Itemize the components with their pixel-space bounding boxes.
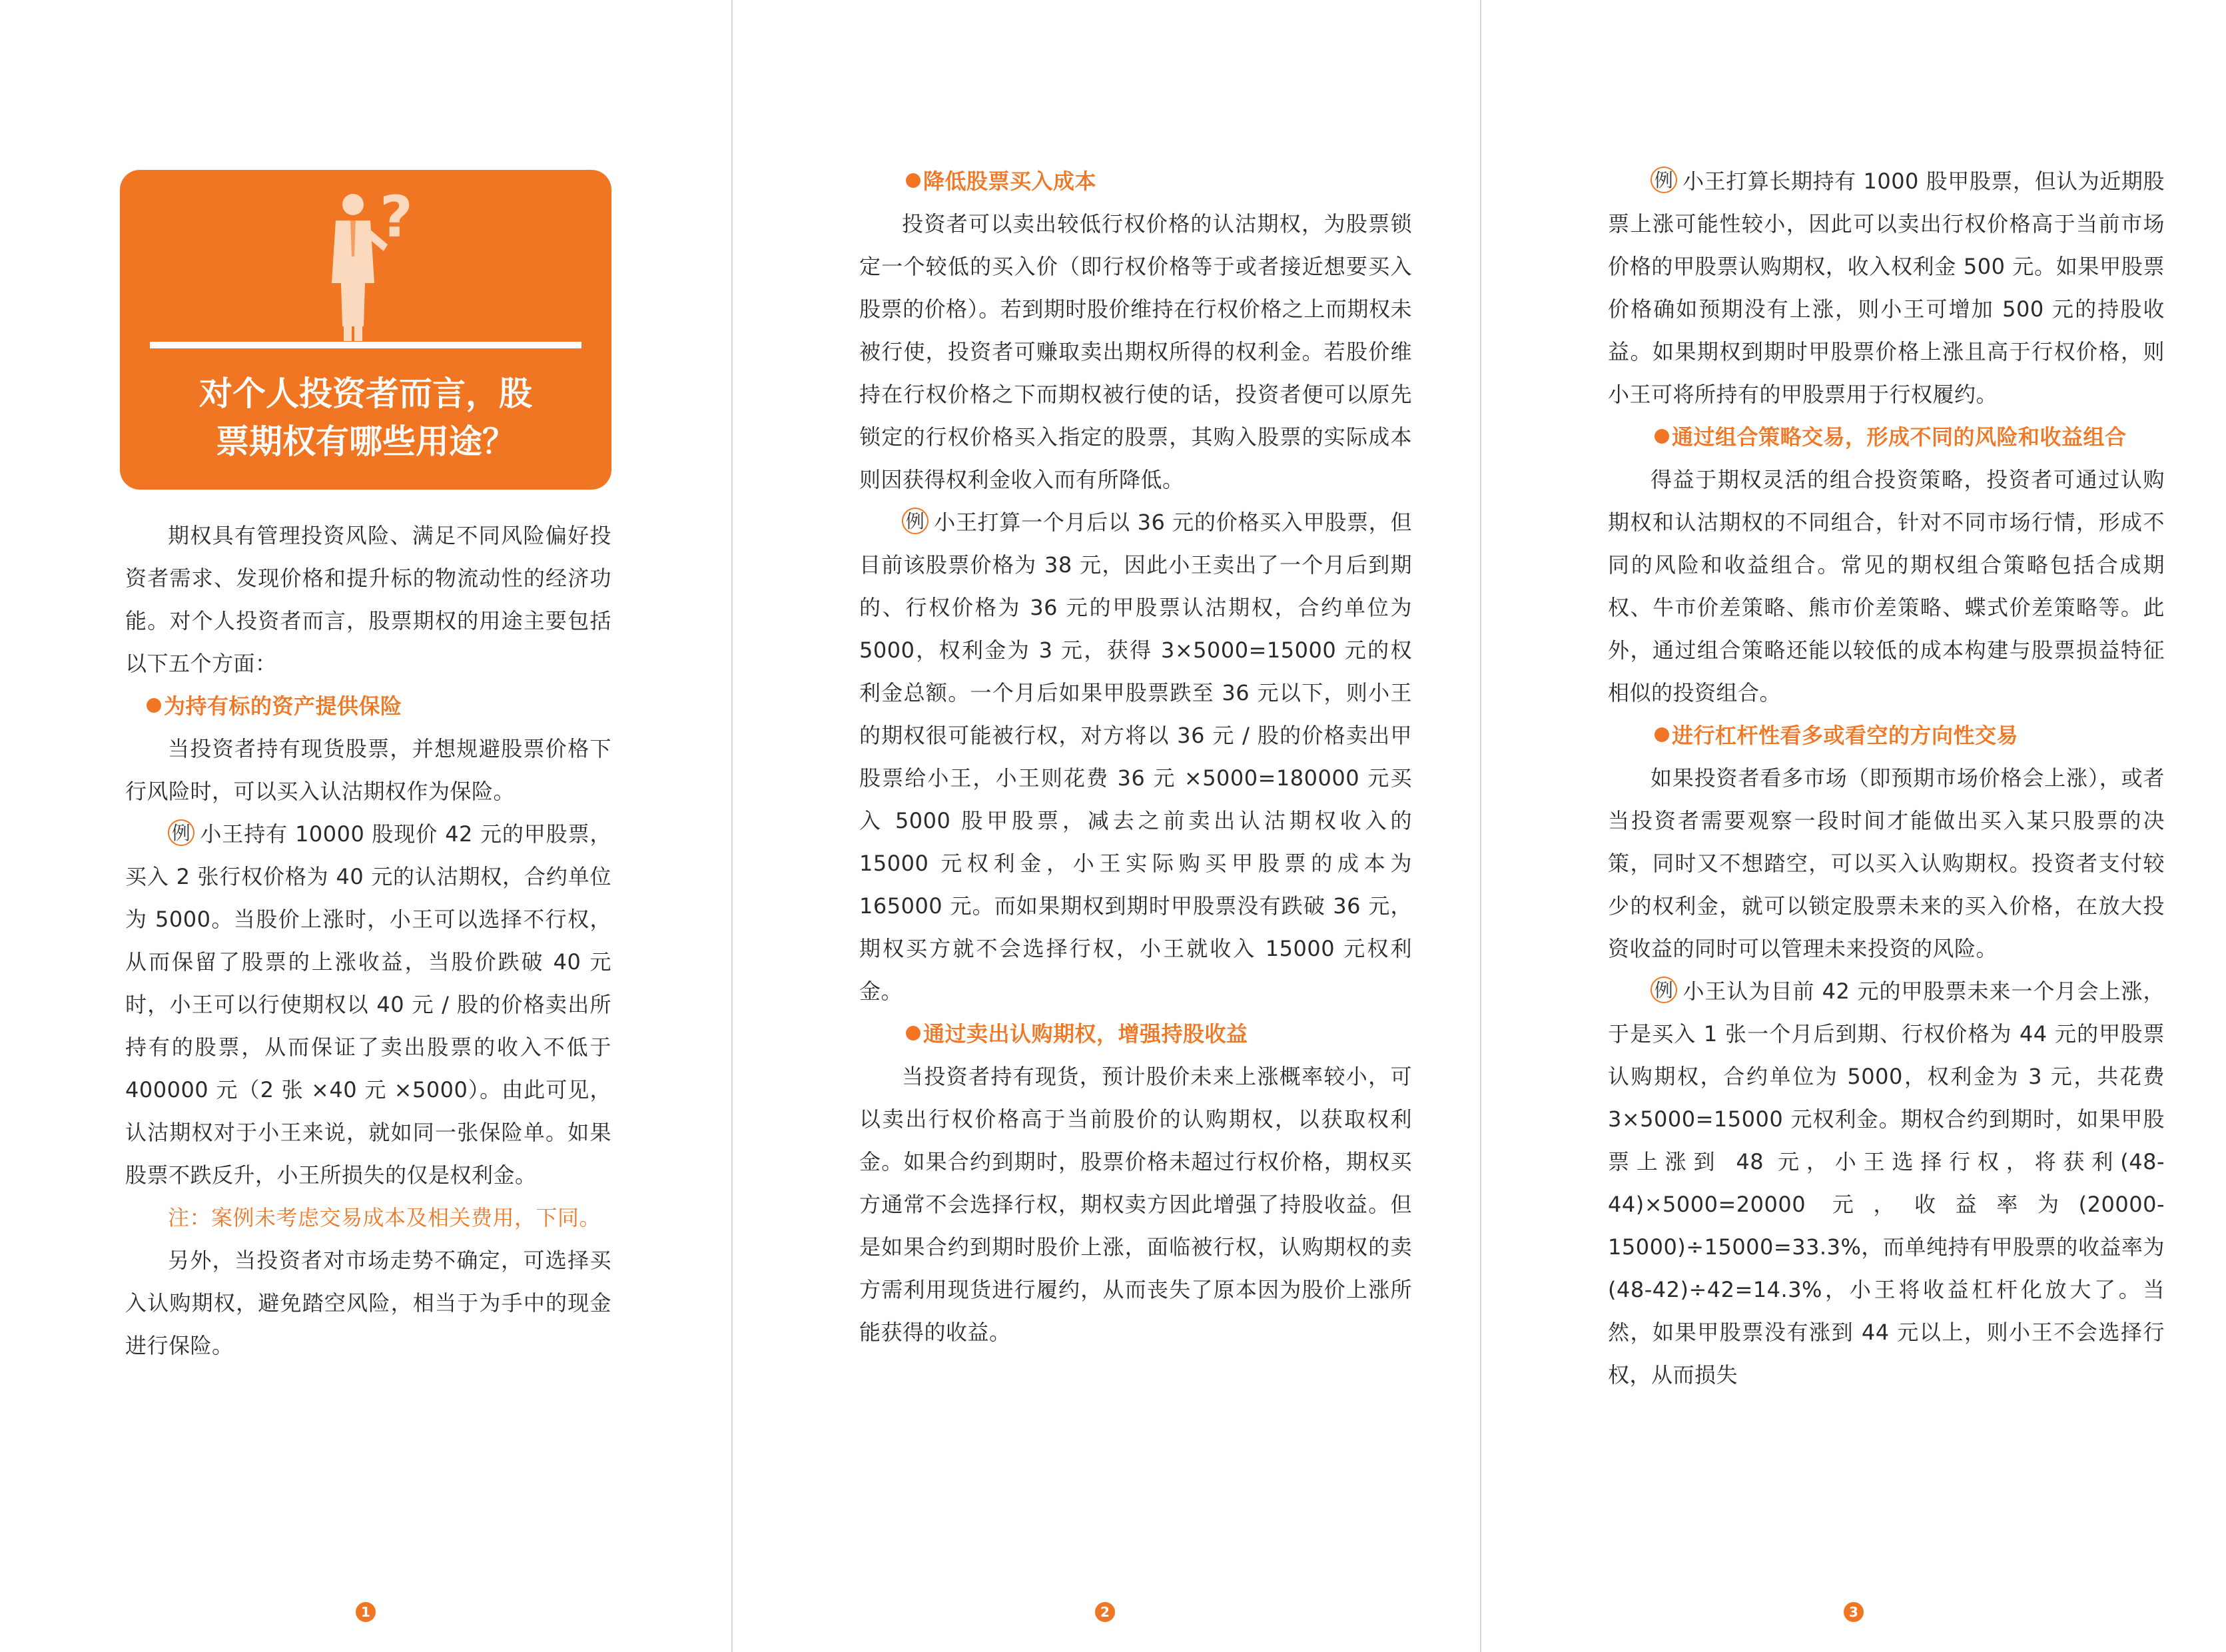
bullet-dot-icon bbox=[1655, 727, 1669, 742]
example-paragraph-1: 例 小王持有 10000 股现价 42 元的甲股票，买入 2 张行权价格为 40 元的认沽期权，合约单位为 5000。当股价上涨时，小王可以选择不行权，从而保留了股票的上涨收益，当股价跌破 40 元时，小王可以行使期权以 40 元 / 股的价格卖出所持有的股票，从而保证了卖出股票的收入不低于 400000 元（2 张 ×40 元 ×5000）。由此可见，认沽期权对于小王来说，就如同一张保险单。如果股票不跌反升，小王所损失的仅是权利金。 bbox=[125, 813, 611, 1196]
bullet-dot-icon bbox=[906, 1026, 921, 1040]
panel2-body bbox=[859, 160, 1412, 1354]
example-paragraph-4: 例 小王认为目前 42 元的甲股票未来一个月会上涨，于是买入 1 张一个月后到期、行权价格为 44 元的甲股票认购期权，合约单位为 5000，权利金为 3 元，共花费 3×5000=15000 元权利金。期权合约到期时，如果甲股票上涨到 48 元，小王选择行权，将获利(48-44)×5000=20000 元，收益率为(20000-15000)÷15000=33.3%，而单纯持有甲股票的收益率为(48-42)÷42=14.3%，小王将收益杠杆化放大了。当然，如果甲股票没有涨到 44 元以上，则小王不会选择行权，从而损失 bbox=[1608, 970, 2165, 1396]
example-badge: 例 bbox=[1651, 977, 1677, 1003]
page-number-2: 2 bbox=[1095, 1602, 1115, 1622]
bullet-heading-1: 为持有标的资产提供保险 bbox=[125, 685, 611, 727]
paragraph: 投资者可以卖出较低行权价格的认沽期权，为股票锁定一个较低的买入价（即行权价格等于或者接近想要买入股票的价格）。若到期时股价维持在行权价格之上而期权未被行使，投资者可赚取卖出期权所得的权利金。若股价维持在行权价格之下而期权被行使的话，投资者便可以原先锁定的行权价格买入指定的股票，其购入股票的实际成本则因获得权利金收入而有所降低。 bbox=[859, 211, 1412, 492]
title-banner bbox=[120, 170, 611, 490]
example-badge: 例 bbox=[168, 819, 194, 846]
bullet-heading-3: 通过卖出认购期权，增强持股收益 bbox=[859, 1013, 1412, 1055]
title-divider bbox=[150, 342, 581, 348]
page-number-1: 1 bbox=[356, 1602, 376, 1622]
svg-text:?: ? bbox=[380, 190, 413, 250]
page-panel-3 bbox=[1480, 0, 2226, 1652]
paragraph: 另外，当投资者对市场走势不确定，可选择买入认购期权，避免踏空风险，相当于为手中的现金进行保险。 bbox=[125, 1248, 611, 1358]
paragraph: 得益于期权灵活的组合投资策略，投资者可通过认购期权和认沽期权的不同组合，针对不同市场行情，形成不同的风险和收益组合。常见的期权组合策略包括合成期权、牛市价差策略、熊市价差策略、蝶式价差策略等。此外，通过组合策略还能以较低的成本构建与股票损益特征相似的投资组合。 bbox=[1608, 467, 2165, 705]
bullet-heading-5: 进行杠杆性看多或看空的方向性交易 bbox=[1608, 714, 2165, 757]
title-line-2: 票期权有哪些用途？ bbox=[216, 422, 516, 461]
page-panel-1 bbox=[0, 0, 731, 1652]
bullet-heading-4: 通过组合策略交易，形成不同的风险和收益组合 bbox=[1608, 416, 2165, 458]
example-badge: 例 bbox=[1651, 167, 1677, 193]
paragraph: 当投资者持有现货股票，并想规避股票价格下行风险时，可以买入认沽期权作为保险。 bbox=[125, 736, 611, 804]
bullet-dot-icon bbox=[906, 173, 921, 188]
paragraph: 当投资者持有现货，预计股价未来上涨概率较小，可以卖出行权价格高于当前股价的认购期权，以获取权利金。如果合约到期时，股票价格未超过行权价格，期权买方通常不会选择行权，期权卖方因此增强了持股收益。但是如果合约到期时股价上涨，面临被行权，认购期权的卖方需利用现货进行履约，从而丧失了原本因为股价上涨所能获得的收益。 bbox=[859, 1064, 1412, 1345]
example-badge: 例 bbox=[902, 508, 928, 534]
page-number-3: 3 bbox=[1844, 1602, 1864, 1622]
page-title bbox=[120, 370, 611, 466]
bullet-dot-icon bbox=[1655, 429, 1669, 444]
intro-paragraph: 期权具有管理投资风险、满足不同风险偏好投资者需求、发现价格和提升标的物流动性的经济功能。对个人投资者而言，股票期权的用途主要包括以下五个方面： bbox=[125, 523, 611, 676]
panel1-body bbox=[125, 514, 611, 1367]
page-panel-2 bbox=[731, 0, 1480, 1652]
example-paragraph-2: 例 小王打算一个月后以 36 元的价格买入甲股票，但目前该股票价格为 38 元，因此小王卖出了一个月后到期的、行权价格为 36 元的甲股票认沽期权，合约单位为 5000，权利金为 3 元，获得 3×5000=15000 元的权利金总额。一个月后如果甲股票跌至 36 元以下，则小王的期权很可能被行权，对方将以 36 元 / 股的价格卖出甲股票给小王，小王则花费 36 元 ×5000=180000 元买入 5000 股甲股票，减去之前卖出认沽期权收入的 15000 元权利金，小王实际购买甲股票的成本为 165000 元。而如果期权到期时甲股票没有跌破 36 元，期权买方就不会选择行权，小王就收入 15000 元权利金。 bbox=[859, 501, 1412, 1013]
businessman-question-icon bbox=[326, 190, 420, 343]
title-line-1: 对个人投资者而言，股 bbox=[199, 374, 532, 413]
note-text: 注：案例未考虑交易成本及相关费用，下同。 bbox=[168, 1205, 601, 1230]
bullet-heading-2: 降低股票买入成本 bbox=[859, 160, 1412, 203]
panel3-body bbox=[1608, 160, 2165, 1396]
bullet-dot-icon bbox=[147, 698, 161, 713]
paragraph: 如果投资者看多市场（即预期市场价格会上涨），或者当投资者需要观察一段时间才能做出买入某只股票的决策，同时又不想踏空，可以买入认购期权。投资者支付较少的权利金，就可以锁定股票未来的买入价格，在放大投资收益的同时可以管理未来投资的风险。 bbox=[1608, 765, 2165, 961]
example-paragraph-3: 例 小王打算长期持有 1000 股甲股票，但认为近期股票上涨可能性较小，因此可以卖出行权价格高于当前市场价格的甲股票认购期权，收入权利金 500 元。如果甲股票价格确如预期没有上涨，则小王可增加 500 元的持股收益。如果期权到期时甲股票价格上涨且高于行权价格，则小王可将所持有的甲股票用于行权履约。 bbox=[1608, 160, 2165, 416]
